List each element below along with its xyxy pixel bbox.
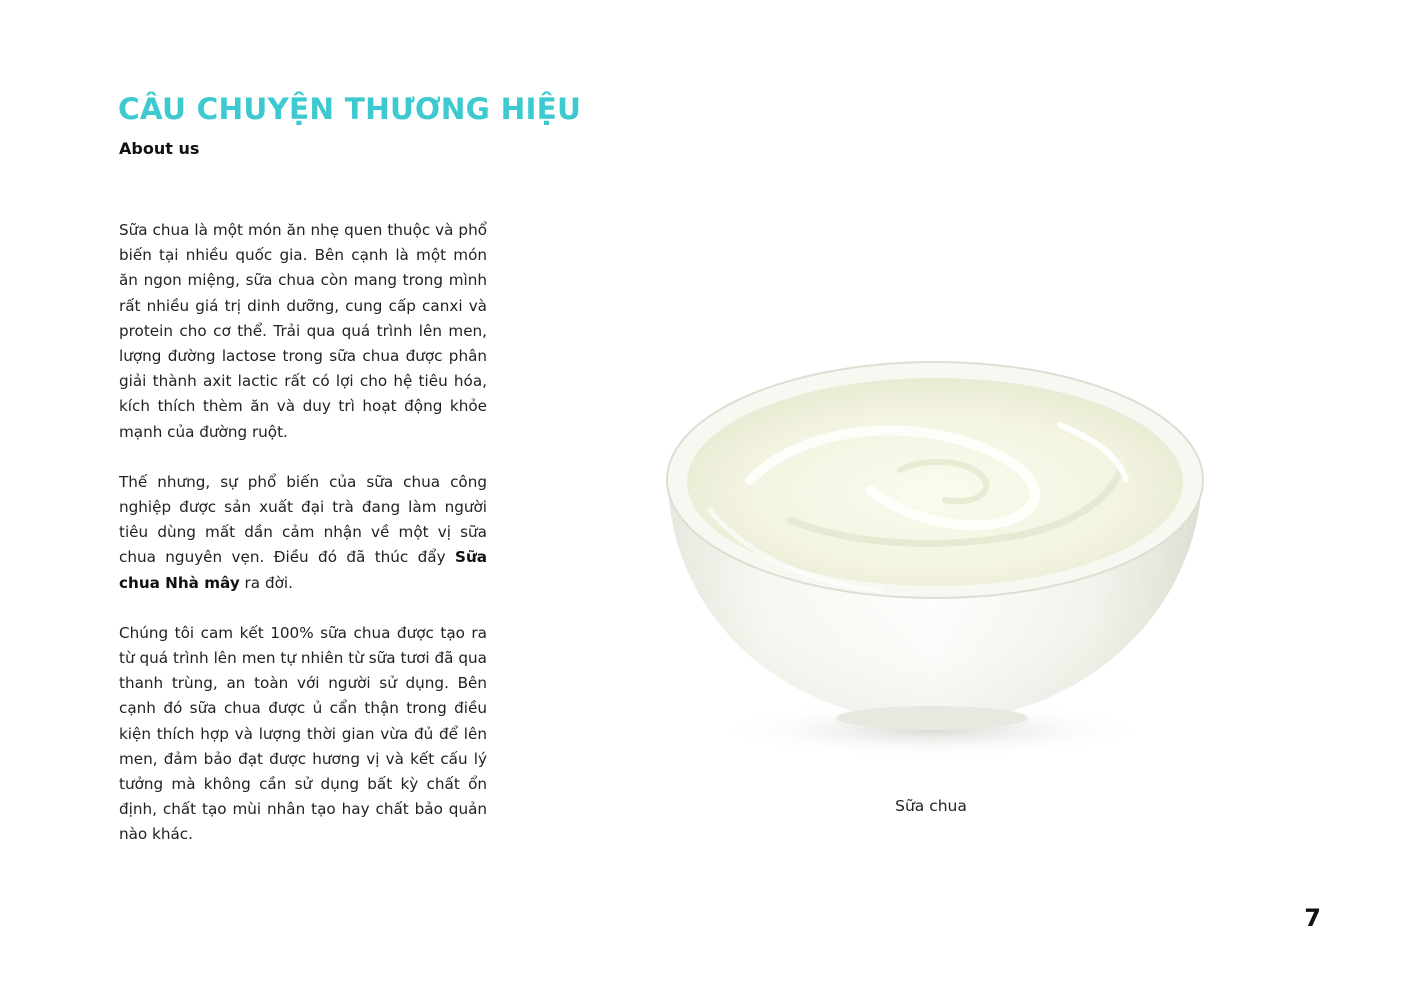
paragraph-origin-end: ra đời. (239, 573, 293, 592)
yogurt-bowl-image (640, 330, 1230, 780)
page-subtitle: About us (119, 139, 200, 158)
page-number: 7 (1304, 904, 1321, 932)
body-text (119, 218, 487, 873)
page-title: CÂU CHUYỆN THƯƠNG HIỆU (118, 92, 582, 126)
paragraph-origin-text: Thế nhưng, sự phổ biến của sữa chua công nghiệp được sản xuất đại trà đang làm người tiêu dùng mất dần cảm nhận về một vị sữa chua nguyên vẹn. Điều đó đã thúc đẩy (119, 472, 487, 567)
paragraph-commitment: Chúng tôi cam kết 100% sữa chua được tạo ra từ quá trình lên men tự nhiên từ sữa tươi đã qua thanh trùng, an toàn với người sử dụng. Bên cạnh đó sữa chua được ủ cẩn thận trong điều kiện thích hợp và lượng thời gian vừa đủ để lên men, đảm bảo đạt được hương vị và kết cấu lý tưởng mà không cần sử dụng bất kỳ chất ổn định, chất tạo mùi nhân tạo hay chất bảo quản nào khác. (119, 623, 487, 844)
paragraph-intro: Sữa chua là một món ăn nhẹ quen thuộc và phổ biến tại nhiều quốc gia. Bên cạnh là một món ăn ngon miệng, sữa chua còn mang trong mình rất nhiều giá trị dinh dưỡng, cung cấp canxi và protein cho cơ thể. Trải qua quá trình lên men, lượng đường lactose trong sữa chua được phân giải thành axit lactic rất có lợi cho hệ tiêu hóa, kích thích thèm ăn và duy trì hoạt động khỏe mạnh của đường ruột. (119, 221, 487, 441)
paragraph-origin (119, 470, 487, 596)
image-caption: Sữa chua (895, 797, 967, 815)
brand-name: Sữa chua Nhà mây (119, 548, 487, 592)
